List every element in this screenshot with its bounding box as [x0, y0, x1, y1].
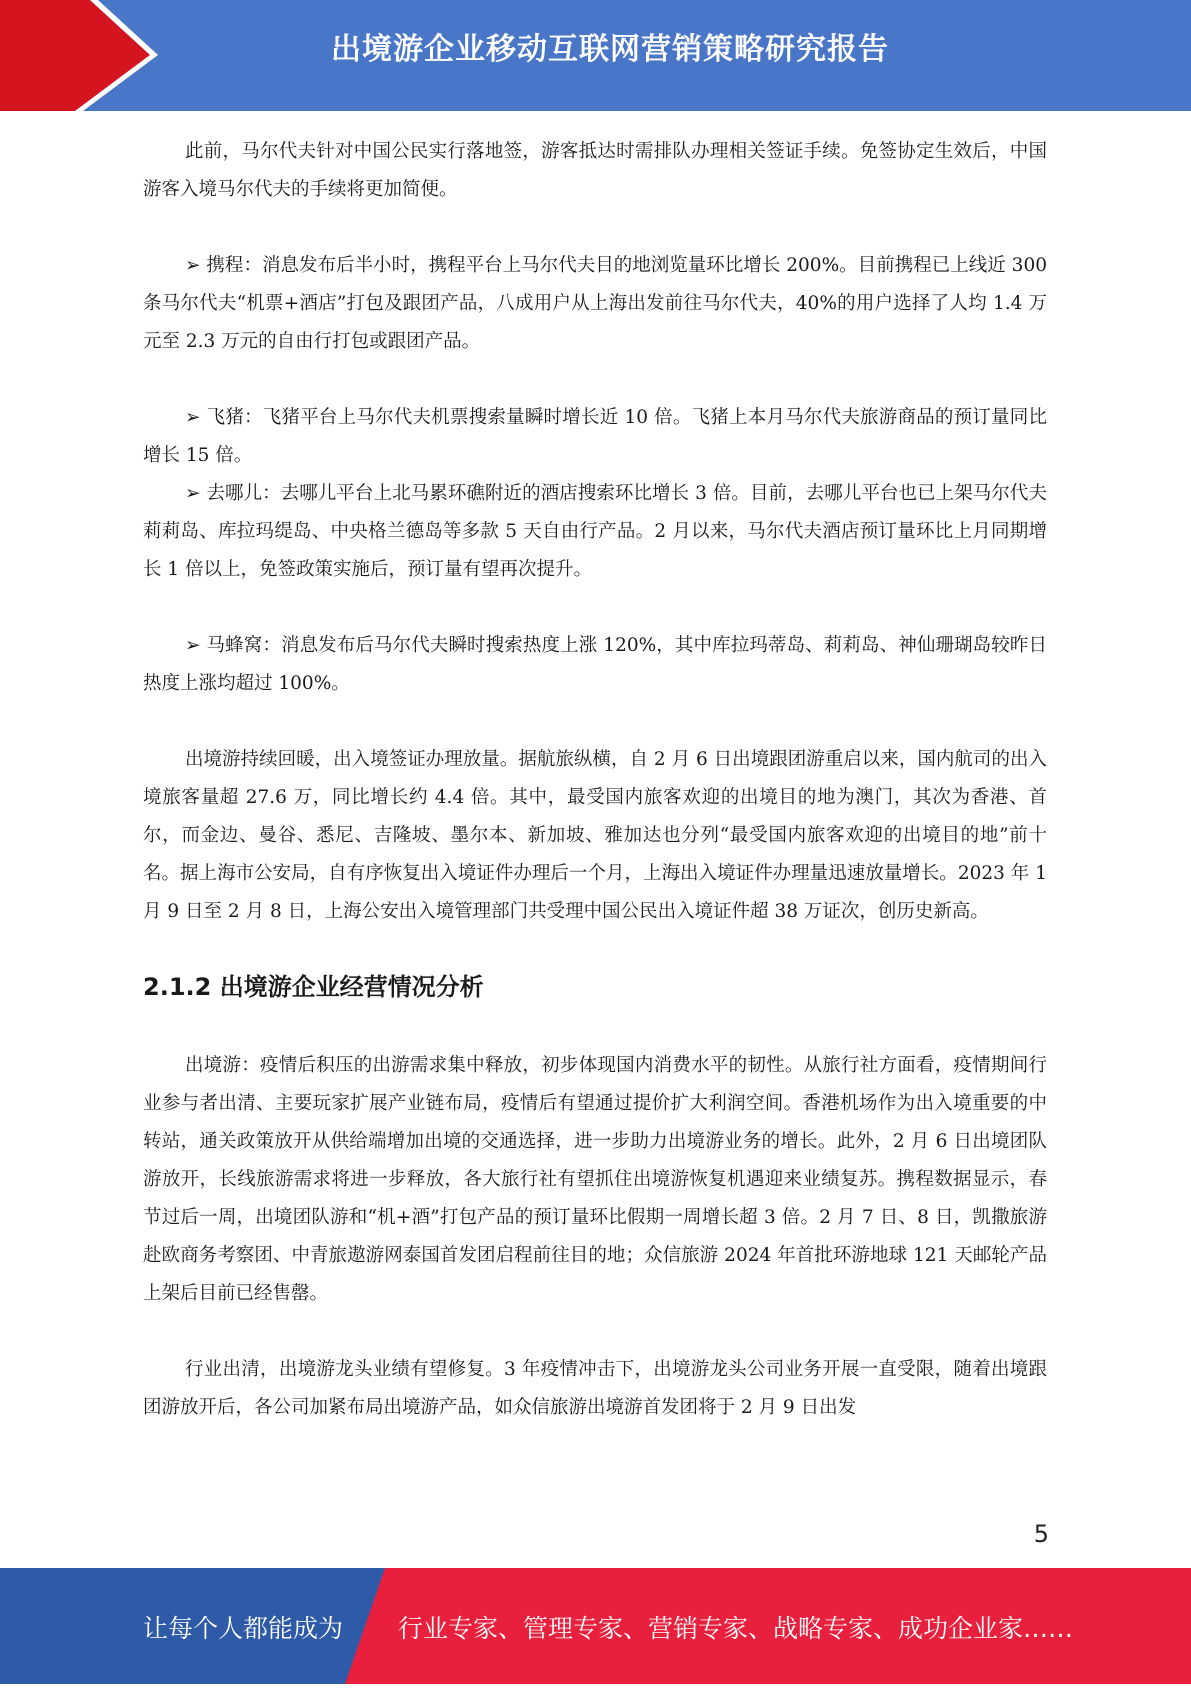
- paragraph-industry-clearing: 行业出清，出境游龙头业绩有望修复。3 年疫情冲击下，出境游龙头公司业务开展一直受限，随着出境跟团游放开后，各公司加紧布局出境游产品，如众信旅游出境游首发团将于 2 月 9 日出发: [143, 1359, 1047, 1418]
- page-number: 5: [1033, 1520, 1049, 1548]
- paragraph-outbound-travel: 出境游：疫情后积压的出游需求集中释放，初步体现国内消费水平的韧性。从旅行社方面看，疫情期间行业参与者出清、主要玩家扩展产业链布局，疫情后有望通过提价扩大利润空间。香港机场作为出入境重要的中转站，通关政策放开从供给端增加出境的交通选择，进一步助力出境游业务的增长。此外，2 月 6 日出境团队游放开，长线旅游需求将进一步释放，各大旅行社有望抓住出境游恢复机遇迎来业绩复苏。携程数据显示，春节过后一周，出境团队游和“机+酒”打包产品的预订量环比假期一周增长超 3 倍。2 月 7 日、8 日，凯撒旅游赴欧商务考察团、中青旅遨游网泰国首发团启程前往目的地；众信旅游 2024 年首批环游地球 121 天邮轮产品上架后目前已经售罄。: [143, 1055, 1047, 1304]
- bullet-arrow-icon: ➢: [185, 635, 201, 656]
- bullet-ctrip: [143, 247, 1047, 361]
- section-heading: 2.1.2 出境游企业经营情况分析: [143, 973, 484, 1001]
- page-body: [143, 133, 1047, 1427]
- bullet-ctrip-text: 携程：消息发布后半小时，携程平台上马尔代夫目的地浏览量环比增长 200%。目前携程已上线近 300 条马尔代夫“机票+酒店”打包及跟团产品，八成用户从上海出发前往马尔代夫，40%的用户选择了人均 1.4 万元至 2.3 万元的自由行打包或跟团产品。: [143, 255, 1047, 352]
- bullet-qunar: [143, 475, 1047, 589]
- report-header: [0, 0, 1191, 111]
- bullet-arrow-icon: ➢: [185, 407, 201, 428]
- bullet-mafengwo-text: 马蜂窝：消息发布后马尔代夫瞬时搜索热度上涨 120%，其中库拉玛蒂岛、莉莉岛、神仙珊瑚岛较昨日热度上涨均超过 100%。: [143, 635, 1047, 694]
- paragraph-maldives-visa: 此前，马尔代夫针对中国公民实行落地签，游客抵达时需排队办理相关签证手续。免签协定生效后，中国游客入境马尔代夫的手续将更加简便。: [143, 141, 1047, 200]
- bullet-qunar-text: 去哪儿：去哪儿平台上北马累环礁附近的酒店搜索环比增长 3 倍。目前，去哪儿平台也已上架马尔代夫莉莉岛、库拉玛缇岛、中央格兰德岛等多款 5 天自由行产品。2 月以来，马尔代夫酒店预订量环比上月同期增长 1 倍以上，免签政策实施后，预订量有望再次提升。: [143, 483, 1047, 580]
- red-chevron-decoration: [0, 0, 160, 111]
- bullet-arrow-icon: ➢: [185, 483, 201, 504]
- bullet-fliggy: [143, 399, 1047, 475]
- bullet-mafengwo: [143, 627, 1047, 703]
- footer-slogan-right: 行业专家、管理专家、营销专家、战略专家、成功企业家……: [398, 1614, 1074, 1643]
- paragraph-outbound-recovery: 出境游持续回暖，出入境签证办理放量。据航旅纵横，自 2 月 6 日出境跟团游重启以来，国内航司的出入境旅客量超 27.6 万，同比增长约 4.4 倍。其中，最受国内旅客欢迎的出境目的地为澳门，其次为香港、首尔，而金边、曼谷、悉尼、吉隆坡、墨尔本、新加坡、雅加达也分列“最受国内旅客欢迎的出境目的地”前十名。据上海市公安局，自有序恢复出入境证件办理后一个月，上海出入境证件办理量迅速放量增长。2023 年 1 月 9 日至 2 月 8 日，上海公安出入境管理部门共受理中国公民出入境证件超 38 万证次，创历史新高。: [143, 749, 1047, 922]
- report-footer: [0, 1568, 1191, 1684]
- bullet-arrow-icon: ➢: [185, 255, 201, 276]
- bullet-fliggy-text: 飞猪：飞猪平台上马尔代夫机票搜索量瞬时增长近 10 倍。飞猪上本月马尔代夫旅游商品的预订量同比增长 15 倍。: [143, 407, 1047, 466]
- report-title: 出境游企业移动互联网营销策略研究报告: [331, 32, 889, 67]
- footer-slogan-left: 让每个人都能成为: [143, 1614, 344, 1643]
